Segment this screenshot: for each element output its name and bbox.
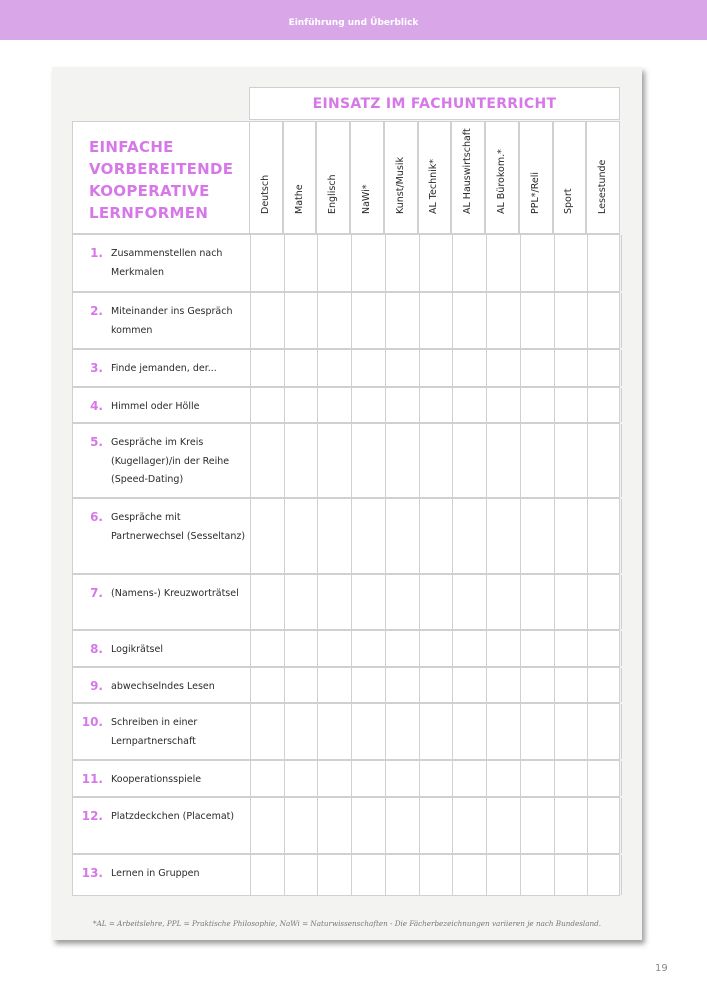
- table-row: [72, 760, 620, 797]
- grid-line: [554, 798, 555, 853]
- grid-line: [351, 761, 352, 796]
- grid-line: [621, 761, 622, 796]
- row-number: 7.: [90, 586, 103, 600]
- grid-line: [520, 350, 521, 386]
- grid-line: [452, 761, 453, 796]
- grid-line: [317, 631, 318, 666]
- grid-line: [554, 631, 555, 666]
- grid-line: [452, 798, 453, 853]
- table-row: [72, 574, 620, 630]
- grid-line: [587, 499, 588, 573]
- row-label: Kooperationsspiele: [111, 774, 202, 785]
- grid-line: [250, 499, 251, 573]
- table-row: [72, 703, 620, 760]
- grid-line: [419, 631, 420, 666]
- subject-column-header: [350, 121, 384, 234]
- grid-line: [250, 761, 251, 796]
- grid-line: [351, 798, 352, 853]
- grid-line: [250, 235, 251, 291]
- grid-line: [317, 761, 318, 796]
- grid-line: [317, 855, 318, 895]
- grid-line: [351, 631, 352, 666]
- subject-label: AL Technik*: [428, 158, 440, 214]
- lernformen-title-line: EINFACHE: [89, 138, 174, 156]
- grid-line: [520, 293, 521, 348]
- subject-column-header: [249, 121, 283, 234]
- grid-line: [520, 499, 521, 573]
- table-row: [72, 667, 620, 703]
- row-number: 3.: [90, 361, 103, 375]
- grid-line: [385, 424, 386, 497]
- grid-line: [486, 761, 487, 796]
- einsatz-header-box: [249, 87, 620, 120]
- grid-line: [621, 235, 622, 291]
- row-label: Miteinander ins Gespräch kommen: [111, 306, 233, 336]
- row-label: Schreiben in einer Lernpartnerschaft: [111, 717, 198, 747]
- subject-label: Deutsch: [259, 174, 271, 214]
- row-label: Lernen in Gruppen: [111, 868, 200, 879]
- row-number: 13.: [81, 866, 103, 880]
- grid-line: [284, 424, 285, 497]
- grid-line: [520, 855, 521, 895]
- grid-line: [419, 235, 420, 291]
- grid-line: [621, 798, 622, 853]
- subject-column-header: [519, 121, 553, 234]
- grid-line: [554, 293, 555, 348]
- grid-line: [486, 575, 487, 629]
- grid-line: [419, 499, 420, 573]
- grid-line: [385, 798, 386, 853]
- grid-line: [621, 855, 622, 895]
- grid-line: [587, 798, 588, 853]
- grid-line: [317, 350, 318, 386]
- grid-line: [351, 350, 352, 386]
- grid-line: [419, 855, 420, 895]
- grid-line: [419, 798, 420, 853]
- grid-line: [385, 388, 386, 422]
- row-label: Gespräche im Kreis (Kugellager)/in der Reihe (Speed-Dating): [111, 437, 230, 485]
- table-row: [72, 292, 620, 349]
- table-row: [72, 423, 620, 498]
- grid-line: [486, 855, 487, 895]
- grid-line: [520, 424, 521, 497]
- grid-line: [587, 388, 588, 422]
- subject-label: AL Bürokom.*: [495, 149, 507, 214]
- grid-line: [520, 668, 521, 702]
- grid-line: [621, 388, 622, 422]
- grid-line: [284, 575, 285, 629]
- grid-line: [621, 704, 622, 759]
- grid-line: [317, 704, 318, 759]
- grid-line: [351, 499, 352, 573]
- grid-line: [284, 704, 285, 759]
- grid-line: [385, 499, 386, 573]
- grid-line: [452, 704, 453, 759]
- lernformen-title-line: LERNFORMEN: [89, 204, 209, 222]
- grid-line: [284, 761, 285, 796]
- grid-line: [284, 350, 285, 386]
- grid-line: [351, 855, 352, 895]
- grid-line: [250, 798, 251, 853]
- grid-line: [587, 350, 588, 386]
- grid-line: [486, 499, 487, 573]
- grid-line: [486, 631, 487, 666]
- lernformen-title-line: KOOPERATIVE: [89, 182, 210, 200]
- grid-line: [554, 388, 555, 422]
- table-row: [72, 630, 620, 667]
- grid-line: [520, 631, 521, 666]
- grid-line: [452, 631, 453, 666]
- grid-line: [554, 668, 555, 702]
- grid-line: [621, 575, 622, 629]
- grid-line: [385, 668, 386, 702]
- grid-line: [554, 761, 555, 796]
- subject-label: Lesestunde: [597, 159, 609, 214]
- row-label: Finde jemanden, der...: [111, 363, 217, 374]
- grid-line: [587, 761, 588, 796]
- subject-label: Englisch: [327, 174, 339, 214]
- grid-line: [250, 855, 251, 895]
- row-number: 11.: [81, 772, 103, 786]
- grid-line: [317, 424, 318, 497]
- grid-line: [317, 293, 318, 348]
- row-number: 4.: [90, 399, 103, 413]
- grid-line: [554, 424, 555, 497]
- grid-line: [554, 575, 555, 629]
- grid-line: [486, 350, 487, 386]
- subject-column-header: [316, 121, 350, 234]
- page-number: 19: [655, 963, 668, 974]
- grid-line: [385, 704, 386, 759]
- row-label: Logikrätsel: [111, 644, 163, 655]
- grid-line: [452, 499, 453, 573]
- grid-line: [554, 704, 555, 759]
- grid-line: [486, 424, 487, 497]
- grid-line: [587, 424, 588, 497]
- grid-line: [486, 293, 487, 348]
- content-card: [52, 67, 642, 940]
- grid-line: [452, 235, 453, 291]
- grid-line: [554, 350, 555, 386]
- grid-line: [250, 704, 251, 759]
- grid-line: [587, 668, 588, 702]
- grid-line: [621, 668, 622, 702]
- grid-line: [351, 668, 352, 702]
- row-label: Zusammenstellen nach Merkmalen: [111, 248, 223, 278]
- grid-line: [587, 704, 588, 759]
- grid-line: [284, 388, 285, 422]
- grid-line: [385, 761, 386, 796]
- grid-line: [587, 855, 588, 895]
- grid-line: [419, 350, 420, 386]
- subject-column-header: [451, 121, 485, 234]
- row-number: 8.: [90, 642, 103, 656]
- subject-label: NaWi*: [361, 184, 373, 214]
- grid-line: [486, 798, 487, 853]
- grid-line: [250, 575, 251, 629]
- subject-label: AL Hauswirtschaft: [462, 128, 474, 214]
- grid-line: [520, 575, 521, 629]
- row-number: 2.: [90, 304, 103, 318]
- grid-line: [587, 631, 588, 666]
- row-number: 12.: [81, 809, 103, 823]
- grid-line: [284, 499, 285, 573]
- row-number: 9.: [90, 679, 103, 693]
- grid-line: [250, 350, 251, 386]
- row-number: 10.: [81, 715, 103, 729]
- grid-line: [419, 761, 420, 796]
- grid-line: [317, 798, 318, 853]
- grid-line: [250, 631, 251, 666]
- grid-line: [452, 388, 453, 422]
- lernformen-title: [89, 136, 233, 224]
- grid-line: [385, 575, 386, 629]
- grid-line: [250, 424, 251, 497]
- subject-label: Mathe: [293, 184, 305, 214]
- grid-line: [554, 499, 555, 573]
- subject-column-header: [553, 121, 587, 234]
- grid-line: [284, 631, 285, 666]
- table-row: [72, 234, 620, 292]
- row-label: Platzdeckchen (Placemat): [111, 811, 235, 822]
- row-label: Gespräche mit Partnerwechsel (Sesseltanz): [111, 512, 246, 542]
- grid-line: [520, 388, 521, 422]
- subject-column-header: [418, 121, 452, 234]
- row-number: 6.: [90, 510, 103, 524]
- grid-line: [520, 704, 521, 759]
- grid-line: [419, 424, 420, 497]
- grid-line: [385, 293, 386, 348]
- grid-line: [385, 631, 386, 666]
- row-number: 1.: [90, 246, 103, 260]
- subject-column-header: [283, 121, 317, 234]
- grid-line: [250, 668, 251, 702]
- grid-line: [284, 293, 285, 348]
- grid-line: [486, 668, 487, 702]
- header-title: Einführung und Überblick: [288, 18, 419, 28]
- subject-label: Kunst/Musik: [394, 157, 406, 214]
- grid-line: [351, 575, 352, 629]
- grid-line: [452, 855, 453, 895]
- subject-label: PPL*/Reli: [529, 172, 541, 214]
- grid-line: [419, 575, 420, 629]
- grid-line: [621, 293, 622, 348]
- grid-line: [587, 293, 588, 348]
- grid-line: [486, 704, 487, 759]
- subject-label: Sport: [563, 188, 575, 214]
- table-row: [72, 797, 620, 854]
- grid-line: [317, 575, 318, 629]
- grid-line: [351, 388, 352, 422]
- grid-line: [351, 293, 352, 348]
- einsatz-header-label: EINSATZ IM FACHUNTERRICHT: [312, 96, 557, 112]
- grid-line: [250, 293, 251, 348]
- grid-line: [284, 235, 285, 291]
- grid-line: [419, 704, 420, 759]
- lernformen-table: [52, 67, 642, 940]
- grid-line: [419, 668, 420, 702]
- grid-line: [284, 798, 285, 853]
- table-row: [72, 498, 620, 574]
- grid-line: [385, 855, 386, 895]
- grid-line: [351, 424, 352, 497]
- grid-line: [317, 235, 318, 291]
- grid-line: [520, 761, 521, 796]
- grid-line: [351, 235, 352, 291]
- grid-line: [587, 575, 588, 629]
- grid-line: [419, 293, 420, 348]
- row-label: abwechselndes Lesen: [111, 681, 215, 692]
- grid-line: [317, 499, 318, 573]
- table-row: [72, 854, 620, 896]
- grid-line: [419, 388, 420, 422]
- subject-column-header: [384, 121, 418, 234]
- grid-line: [284, 855, 285, 895]
- grid-line: [452, 575, 453, 629]
- grid-line: [452, 293, 453, 348]
- table-row: [72, 387, 620, 423]
- table-row: [72, 349, 620, 387]
- footnote: *AL = Arbeitslehre, PPL = Praktische Philosophie, NaWi = Naturwissenschaften - Die Fächerbezeichnungen variieren je nach Bundesland.: [92, 919, 601, 928]
- grid-line: [452, 668, 453, 702]
- grid-line: [317, 388, 318, 422]
- grid-line: [284, 668, 285, 702]
- row-label: Himmel oder Hölle: [111, 401, 200, 412]
- grid-line: [520, 235, 521, 291]
- grid-line: [621, 631, 622, 666]
- grid-line: [587, 235, 588, 291]
- grid-line: [250, 388, 251, 422]
- grid-line: [621, 424, 622, 497]
- grid-line: [351, 704, 352, 759]
- grid-line: [385, 350, 386, 386]
- grid-line: [554, 235, 555, 291]
- grid-line: [452, 424, 453, 497]
- grid-line: [452, 350, 453, 386]
- row-label: (Namens-) Kreuzworträtsel: [111, 588, 239, 599]
- grid-line: [385, 235, 386, 291]
- lernformen-title-line: VORBEREITENDE: [89, 160, 234, 178]
- lernformen-title-box: [72, 121, 250, 234]
- grid-line: [486, 388, 487, 422]
- subject-column-header: [485, 121, 519, 234]
- grid-line: [621, 499, 622, 573]
- grid-line: [621, 350, 622, 386]
- grid-line: [317, 668, 318, 702]
- subject-column-header: [586, 121, 620, 234]
- grid-line: [520, 798, 521, 853]
- grid-line: [486, 235, 487, 291]
- row-number: 5.: [90, 435, 103, 449]
- grid-line: [554, 855, 555, 895]
